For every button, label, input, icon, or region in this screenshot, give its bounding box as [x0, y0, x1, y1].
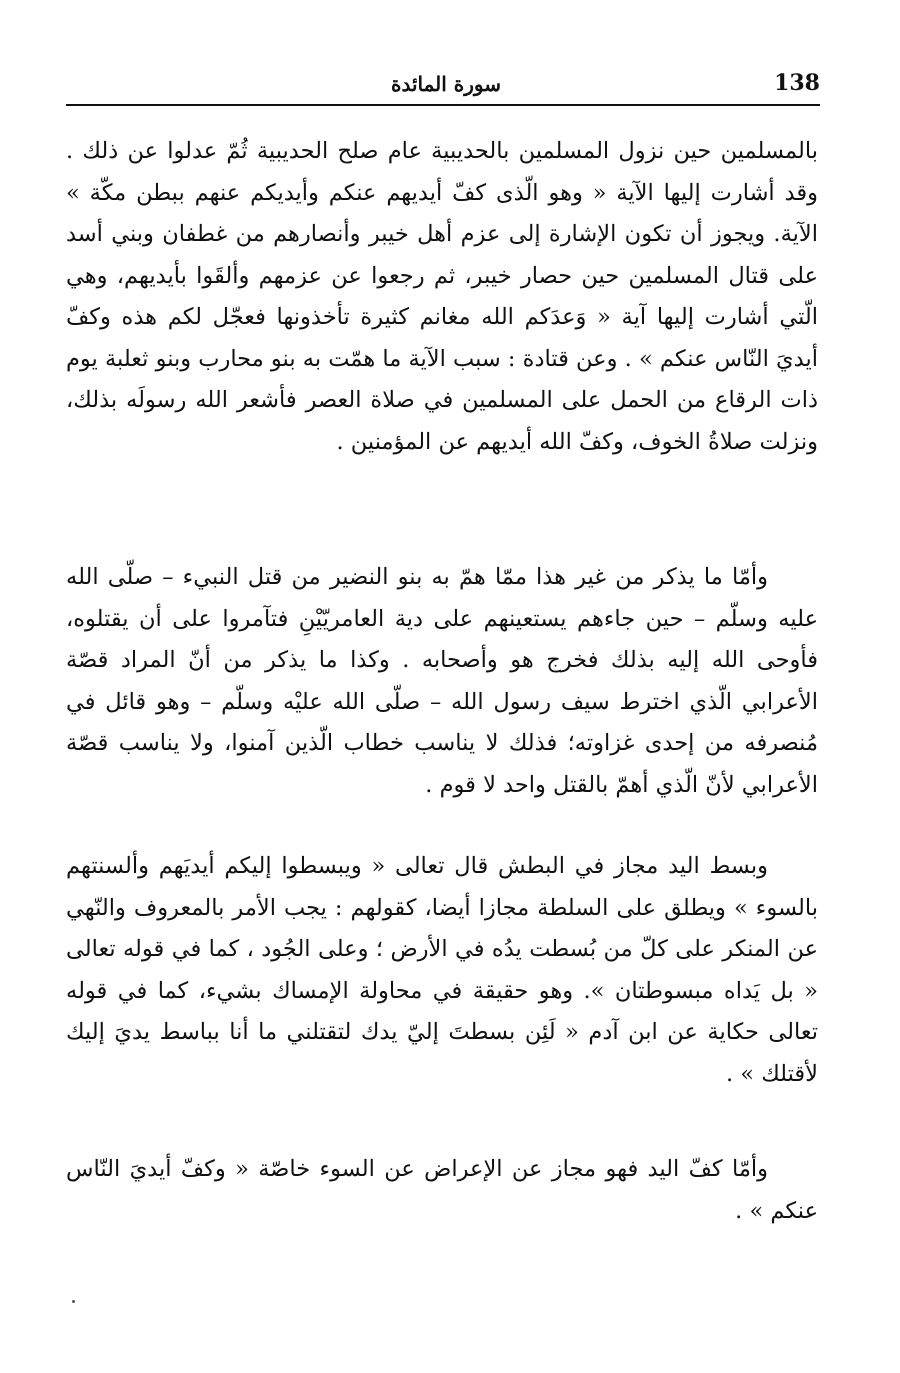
header-rule [66, 104, 820, 106]
scan-speck [72, 1300, 75, 1303]
paragraph-3: وبسط اليد مجاز في البطش قال تعالى « ويبسطوا إليكم أيديَهم وألسنتهم بالسوء » ويطلق على السلطة مجازا أيضا، كقولهم : يجب الأمر بالمعروف والنّهي عن المنكر على كلّ من بُسطت يدُه في الأرض ؛ وعلى الجُود ، كما في قوله تعالى « بل يَداه مبسوطتان ». وهو حقيقة في محاولة الإمساك بشيء، كما في قوله تعالى حكاية عن ابن آدم « لَئِن بسطتَ إليّ يدك لتقتلني ما أنا بباسط يديَ إليك لأقتلك » . [66, 853, 818, 1087]
paragraph-2: وأمّا ما يذكر من غير هذا ممّا همّ به بنو النضير من قتل النبيء – صلّى الله عليه وسلّم – حين جاءهم يستعينهم على دية العامريّيْنِ فتآمروا على أن يقتلوه، فأوحى الله إليه بذلك فخرج هو وأصحابه . وكذا ما يذكر من أنّ المراد قصّة الأعرابي الّذي اخترط سيف رسول الله – صلّى الله عليْه وسلّم – وهو قائل في مُنصرفه من إحدى غزاوته؛ فذلك لا يناسب خطاب الّذين آمنوا، ولا يناسب قصّة الأعرابي لأنّ الّذي أهمّ بالقتل واحد لا قوم . [66, 564, 818, 798]
page-number: 138 [774, 70, 820, 96]
paragraph-4: وأمّا كفّ اليد فهو مجاز عن الإعراض عن السوء خاصّة « وكفّ أيديَ النّاس عنكم » . [66, 1156, 818, 1224]
running-title: سورة المائدة [390, 72, 502, 96]
paragraph-1: بالمسلمين حين نزول المسلمين بالحديبية عام صلح الحديبية ثُمّ عدلوا عن ذلك . وقد أشارت إليها الآية « وهو الّذى كفّ أيديهم عنكم وأيديكم عنهم ببطن مكّة » الآية. ويجوز أن تكون الإشارة إلى عزم أهل خيبر وأنصارهم من غطفان وبني أسد على قتال المسلمين حين حصار خيبر، ثم رجعوا عن عزمهم وألقَوا بأيديهم، وهي الّتي أشارت إليها آية « وَعدَكم الله مغانم كثيرة تأخذونها فعجّل لكم هذه وكفّ أيديَ النّاس عنكم » . وعن قتادة : سبب الآية ما همّت به بنو محارب وبنو ثعلبة يوم ذات الرقاع من الحمل على المسلمين في صلاة العصر فأشعر الله رسولَه بذلك، ونزلت صلاةُ الخوف، وكفّ الله أيديهم عن المؤمنين . [66, 138, 818, 455]
page-header [66, 66, 820, 104]
